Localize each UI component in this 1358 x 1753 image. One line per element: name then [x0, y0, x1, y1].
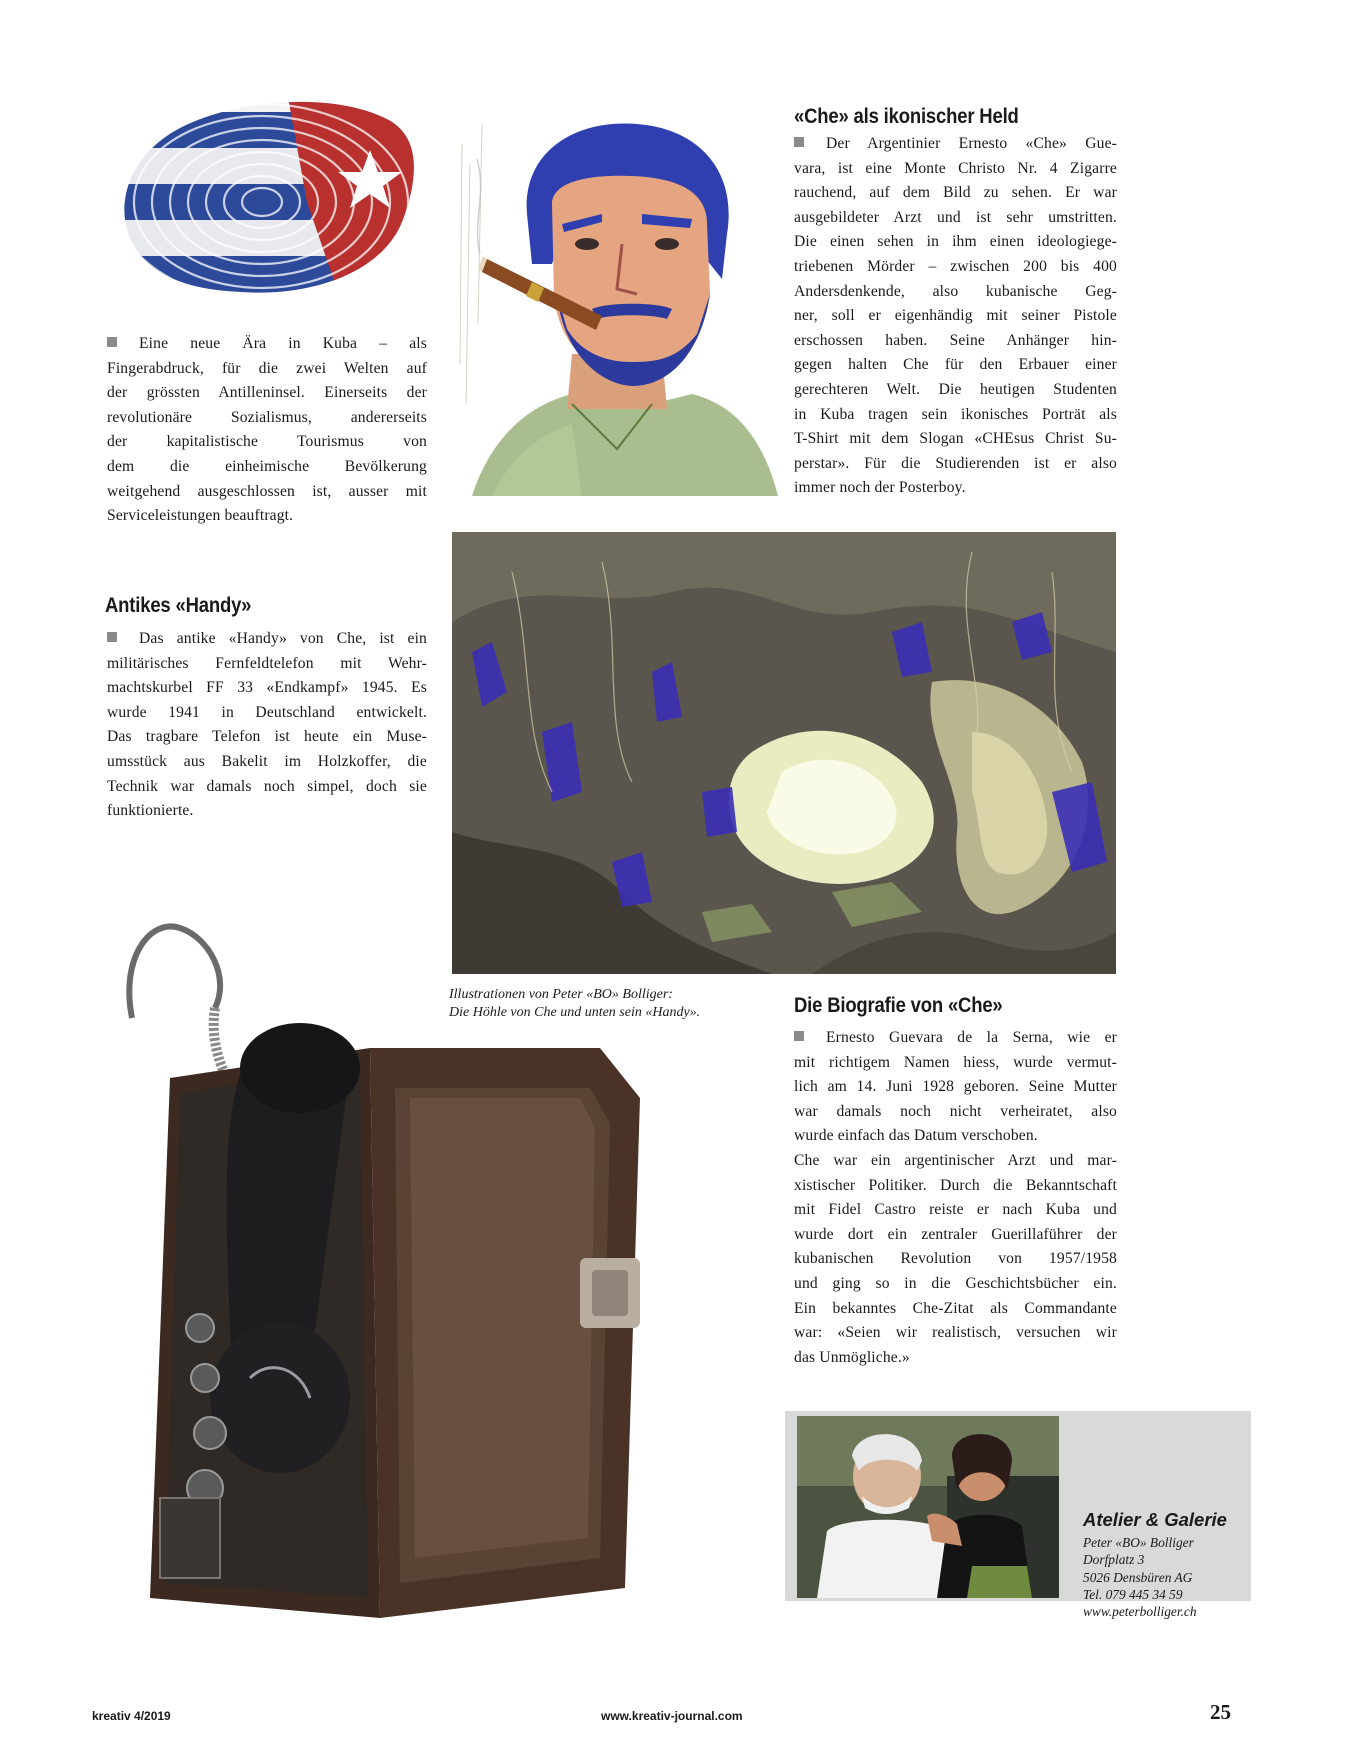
gallery-photo [797, 1416, 1059, 1598]
caption-line-2: Die Höhle von Che und unten sein «Handy». [449, 1005, 701, 1020]
che-hero-line-14: perstar». Für die Studierenden ist er also [794, 454, 1117, 472]
che-hero-line-5: Die einen sehen in ihm einen ideologiege- [794, 233, 1117, 251]
che-hero-paragraph [794, 132, 1117, 501]
bio-line-4: war damals noch nicht verheiratet, also [794, 1102, 1117, 1120]
fingerprint-line-5: der kapitalistische Tourismus von [107, 433, 427, 451]
bio-line-12: Ein bekanntes Che-Zitat als Commandante [794, 1299, 1117, 1317]
square-bullet-icon [794, 137, 804, 147]
gallery-phone: Tel. 079 445 34 59 [1083, 1586, 1183, 1602]
bio-line-6: Che war ein argentinischer Arzt und mar- [794, 1151, 1117, 1169]
gallery-name: Peter «BO» Bolliger [1083, 1535, 1194, 1550]
che-hero-line-9: erschossen haben. Seine Anhänger hin- [794, 331, 1117, 349]
fingerprint-line-4: revolutionäre Sozialismus, andererseits [107, 408, 427, 426]
che-hero-heading: «Che» als ikonischer Held [794, 105, 1019, 128]
che-hero-line-12: in Kuba tragen sein ikonisches Porträt als [794, 405, 1117, 423]
bio-line-13: war: «Seien wir realistisch, versuchen wir [794, 1324, 1117, 1342]
fingerprint-line-1: Eine neue Ära in Kuba – als [107, 332, 427, 357]
bio-line-5: wurde einfach das Datum verschoben. [794, 1127, 1038, 1145]
bio-heading: Die Biografie von «Che» [794, 994, 1003, 1017]
gallery-website[interactable]: www.peterbolliger.ch [1083, 1604, 1197, 1620]
caption-line-1: Illustrationen von Peter «BO» Bolliger: [449, 987, 673, 1002]
che-hero-line-4: ausgebildeter Arzt und ist sehr umstritten. [794, 208, 1117, 226]
gallery-title: Atelier & Galerie [1083, 1509, 1227, 1530]
fingerprint-line-2: Fingerabdruck, für die zwei Welten auf [107, 359, 427, 377]
fingerprint-line-8: Serviceleistungen beauftragt. [107, 507, 294, 525]
che-hero-line-6: triebenen Mörder – zwischen 200 bis 400 [794, 257, 1117, 275]
handy-line-1: Das antike «Handy» von Che, ist ein [107, 627, 427, 652]
handy-heading: Antikes «Handy» [105, 594, 252, 617]
che-portrait-illustration [452, 104, 778, 496]
handy-line-2: militärisches Fernfeldtelefon mit Wehr- [107, 654, 427, 672]
gallery-city: 5026 Densbüren AG [1083, 1569, 1193, 1585]
footer-issue: kreativ 4/2019 [92, 1709, 171, 1723]
bio-line-10: kubanischen Revolution von 1957/1958 [794, 1250, 1117, 1268]
gallery-contact-box [785, 1411, 1251, 1620]
fingerprint-line-3: der grössten Antilleninsel. Einerseits der [107, 384, 427, 402]
bio-line-7: xistischer Politiker. Durch die Bekanntschaft [794, 1176, 1117, 1194]
che-hero-line-1: Der Argentinier Ernesto «Che» Gue- [794, 132, 1117, 157]
che-hero-line-8: ner, soll er eigenhändig mit seiner Pistole [794, 307, 1117, 325]
fingerprint-paragraph [107, 332, 427, 529]
bio-line-2: mit richtigem Namen hiess, wurde vermut- [794, 1053, 1117, 1071]
fingerprint-flag-illustration [112, 92, 420, 304]
bio-line-11: und ging so in die Geschichtsbücher ein. [794, 1274, 1117, 1292]
bio-line-1: Ernesto Guevara de la Serna, wie er [794, 1026, 1117, 1051]
bio-line-14: das Unmögliche.» [794, 1348, 910, 1366]
square-bullet-icon [794, 1031, 804, 1041]
fingerprint-line-6: dem die einheimische Bevölkerung [107, 457, 427, 475]
square-bullet-icon [107, 632, 117, 642]
fingerprint-line-7: weitgehend ausgeschlossen ist, ausser mit [107, 482, 427, 500]
che-hero-line-11: gerechteren Welt. Die heutigen Studenten [794, 380, 1117, 398]
handy-line-4: wurde 1941 in Deutschland entwickelt. [107, 703, 427, 721]
handy-paragraph [107, 627, 427, 824]
che-hero-line-13: T-Shirt mit dem Slogan «CHEsus Christ Su- [794, 430, 1117, 448]
field-telephone-illustration [110, 898, 680, 1628]
square-bullet-icon [107, 337, 117, 347]
che-hero-line-3: rauchend, auf dem Bild zu sehen. Er war [794, 184, 1117, 202]
gallery-address [1083, 1509, 1227, 1620]
che-hero-line-15: immer noch der Posterboy. [794, 479, 966, 497]
bio-line-9: wurde dort ein zentraler Guerillaführer der [794, 1225, 1117, 1243]
handy-line-7: Technik war damals noch simpel, doch sie [107, 777, 427, 795]
gallery-street: Dorfplatz 3 [1083, 1552, 1145, 1568]
handy-line-6: umsstück aus Bakelit im Holzkoffer, die [107, 752, 427, 770]
bio-line-3: lich am 14. Juni 1928 geboren. Seine Mutter [794, 1078, 1117, 1096]
bio-line-8: mit Fidel Castro reiste er nach Kuba und [794, 1201, 1117, 1219]
footer-website[interactable]: www.kreativ-journal.com [601, 1709, 743, 1723]
handy-line-3: machtskurbel FF 33 «Endkampf» 1945. Es [107, 679, 427, 697]
handy-line-5: Das tragbare Telefon ist heute ein Muse- [107, 728, 427, 746]
handy-line-8: funktionierte. [107, 802, 194, 820]
che-hero-line-2: vara, ist eine Monte Christo Nr. 4 Zigarre [794, 159, 1117, 177]
che-hero-line-7: Andersdenkende, also kubanische Geg- [794, 282, 1117, 300]
bio-paragraph [794, 1026, 1117, 1370]
che-hero-line-10: gegen halten Che für den Erbauer einer [794, 356, 1117, 374]
page-number: 25 [1210, 1700, 1231, 1724]
